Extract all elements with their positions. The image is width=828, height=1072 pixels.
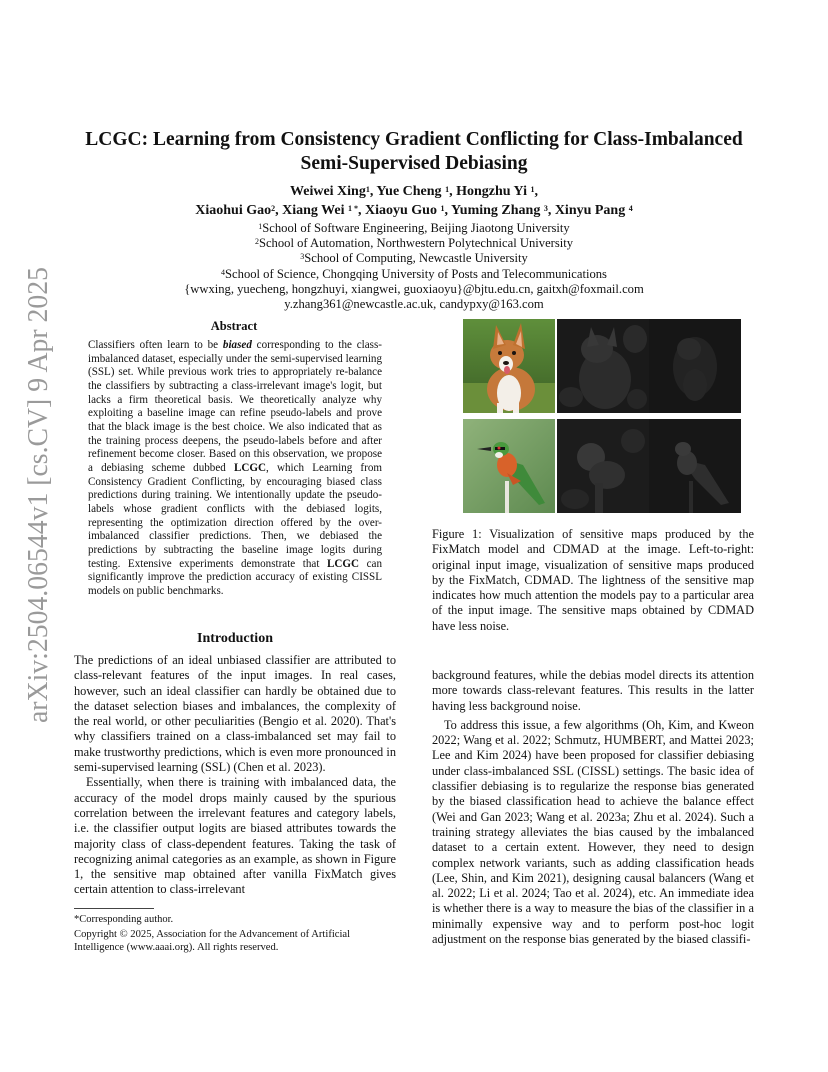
corgi-fixmatch-sensitive-map xyxy=(557,319,649,413)
author-affil-mark: 4 xyxy=(628,204,633,213)
authors-line-2 xyxy=(70,201,758,220)
right-paragraph-2: To address this issue, a few algorithms (Oh, Kim, and Kweon 2022; Wang et al. 2022; Schmutz, HUMBERT, and Mattei 2023; Lee and Kim 2024) have been proposed for classifier debiasing under class-imbalanced SSL (CISSL) settings. The basic idea of classifier debiasing is to regularize the response bias generated by the biased classification head to achieve the balance effect (Wei and Gan 2023; Wang et al. 2023a; Zhu et al. 2024). Such a training strategy alleviates the bias caused by the imbalanced dataset to a certain extent. However, they need to design complex network variants, such as adding classification heads (Lee, Shin, and Kim 2021), designing causal balancers (Wang et al. 2022; Li et al. 2024; Tao et al. 2024), etc. An immediate idea is whether there is a way to measure the bias of the classifier in a minimally expensive way and to perform post-hoc logit adjustment on the response bias generated by the biased classifi- xyxy=(432,717,754,947)
bird-cdmad-sensitive-map xyxy=(649,419,741,513)
abstract-body xyxy=(88,339,382,598)
author-name: Yuming Zhang xyxy=(450,203,544,218)
abstract-text: Classifiers often learn to be xyxy=(88,339,223,351)
footnote-rule xyxy=(74,908,154,909)
affiliation-3 xyxy=(70,251,758,266)
title-line-1: LCGC: Learning from Consistency Gradient Conflicting for Class-Imbalanced xyxy=(85,129,743,150)
abstract-text: corresponding to the class-imbalanced dataset, especially under the semi-supervised learning (SSL) set. While previous work tries to appropriately re-balance the classifiers by subtracting a class-irrelevant image's logit, but lacks a firm theoretical basis. We theoretically analyze why exploiting a baseline image can refine pseudo-labels and prove that the black image is the best choice. We also indicated that as the training process deepens, the pseudo-labels before and after refinement become closer. Based on this observation, we propose a debiasing scheme dubbed xyxy=(88,339,382,474)
affil-text: School of Science, Chongqing University of Posts and Telecommunications xyxy=(225,266,607,281)
author-name: Xiaohui Gao xyxy=(195,203,272,218)
author-affil-mark: 1 xyxy=(530,185,535,194)
affiliation-2 xyxy=(70,236,758,251)
author-separator: , xyxy=(534,184,538,199)
author-separator: , xyxy=(275,203,283,218)
caption-text: Figure 1: Visualization of sensitive maps produced by the FixMatch model and CDMAD at the image. Left-to-right: original input image, visualization of sensitive maps produced by the FixMatch, CDMAD. The lightness of the sensitive map indicates how much attention the models pay to a particular area of the input image. The sensitive maps obtained by CDMAD have less noise. xyxy=(432,527,754,633)
copyright-notice: Copyright © 2025, Association for the Advancement of Artificial Intelligence (www.aaai.org). All rights reserved. xyxy=(74,929,351,954)
author-separator: , xyxy=(369,184,377,199)
intro-paragraph-2: Essentially, when there is training with imbalanced data, the accuracy of the model drops mainly caused by the spurious correlation between the irrelevant features and category labels, i.e. the classifier output logits are biased attributes towards the majority class of class-dependent features. Taking the task of recognizing animal categories as an example, as shown in Figure 1, the sensitive map obtained after vanilla FixMatch gives certain attention to class-irrelevant xyxy=(74,775,396,897)
method-name: LCGC xyxy=(233,461,267,474)
right-column-body xyxy=(432,668,754,947)
bird-fixmatch-map-image xyxy=(557,419,649,513)
author-affil-mark: 1 xyxy=(365,185,370,194)
affil-mark: 3 xyxy=(300,252,305,262)
affil-mark: 2 xyxy=(254,237,259,247)
corgi-photo-image xyxy=(463,319,555,413)
method-name: LCGC xyxy=(326,557,360,570)
abstract-heading: Abstract xyxy=(210,319,258,333)
right-paragraph-1: background features, while the debias model directs its attention more towards class-relevant features. This results in the latter having less background noise. xyxy=(432,668,754,713)
title-line-2: Semi-Supervised Debiasing xyxy=(300,153,528,174)
affiliation-1 xyxy=(70,221,758,236)
corgi-cdmad-map-image xyxy=(649,319,741,413)
arxiv-stamp-svg xyxy=(14,265,58,725)
intro-paragraph-1: The predictions of an ideal unbiased classifier are attributed to class-relevant features of the input images. In real cases, however, such an ideal classifier can hardly be obtained due to the dataset selection biases and imbalances, the complexity of the real world, or other peculiarities (Bengio et al. 2020). That's why classifiers trained on a class-imbalanced set may fail to make trustworthy predictions, which is even more pronounced in semi-supervised learning (SSL) (Chen et al. 2023). xyxy=(74,653,396,775)
corgi-photo xyxy=(463,319,555,413)
author-affil-mark: 1 * xyxy=(348,204,358,213)
figure-1-caption xyxy=(432,527,754,634)
author-name: Hongzhu Yi xyxy=(456,184,531,199)
author-name: Xinyu Pang xyxy=(554,203,629,218)
author-separator: , xyxy=(444,203,451,218)
bird-fixmatch-sensitive-map xyxy=(557,419,649,513)
introduction-body xyxy=(74,653,396,898)
arxiv-identifier xyxy=(14,265,58,725)
author-affil-mark: 2 xyxy=(271,204,276,213)
author-name: Weiwei Xing xyxy=(290,184,366,199)
arxiv-stamp-text: arXiv:2504.06544v1 [cs.CV] 9 Apr 2025 xyxy=(23,265,54,723)
emails-line-2: y.zhang361@newcastle.ac.uk, candypxy@163.com xyxy=(284,297,544,312)
affil-text: School of Automation, Northwestern Polytechnical University xyxy=(258,236,574,251)
corgi-fixmatch-map-image xyxy=(557,319,649,413)
author-name: Xiaoyu Guo xyxy=(365,203,441,218)
introduction-heading: Introduction xyxy=(197,631,273,646)
author-affil-mark: 3 xyxy=(543,204,548,213)
corresponding-author-footnote: *Corresponding author. xyxy=(74,914,174,925)
author-affil-mark: 1 xyxy=(445,185,450,194)
author-separator: , xyxy=(449,184,457,199)
author-name: Yue Cheng xyxy=(376,184,446,199)
paper-title xyxy=(70,128,758,176)
emails-line-1: {wwxing, yuecheng, hongzhuyi, xiangwei, guoxiaoyu}@bjtu.edu.cn, gaitxh@foxmail.com xyxy=(184,281,644,296)
affiliations xyxy=(70,221,758,312)
abstract-text: , which Learning from Consistency Gradient Conflicting, by encouraging biased class predictions during training. We intentionally update the pseudo-labels whose gradient conflicts with the debiased logits, representing the optimization direction offered by the over-imbalanced classifier predictions. Then, we debiased the predictions by subtracting the baseline image logits during testing. Extensive experiments demonstrate that xyxy=(88,461,382,570)
figure-1 xyxy=(449,319,741,519)
affil-text: School of Computing, Newcastle University xyxy=(304,251,528,266)
bird-cdmad-map-image xyxy=(649,419,741,513)
authors-line-1 xyxy=(70,182,758,201)
author-affil-mark: 1 xyxy=(440,204,445,213)
author-list xyxy=(70,182,758,220)
bird-photo-image xyxy=(463,419,555,513)
bird-photo xyxy=(463,419,555,513)
affil-mark: 1 xyxy=(258,222,263,231)
affiliation-4 xyxy=(70,267,758,282)
corgi-cdmad-sensitive-map xyxy=(649,319,741,413)
abstract-paragraph xyxy=(88,339,382,598)
affil-mark: 4 xyxy=(221,267,226,277)
abstract-text: can significantly improve the prediction accuracy of existing CISSL models on public benchmarks. xyxy=(88,557,383,597)
author-separator: , xyxy=(547,203,555,218)
abstract-emphasis: biased xyxy=(222,339,252,351)
affil-text: School of Software Engineering, Beijing Jiaotong University xyxy=(262,221,570,235)
author-name: Xiang Wei xyxy=(282,203,348,218)
author-separator: , xyxy=(358,203,365,218)
